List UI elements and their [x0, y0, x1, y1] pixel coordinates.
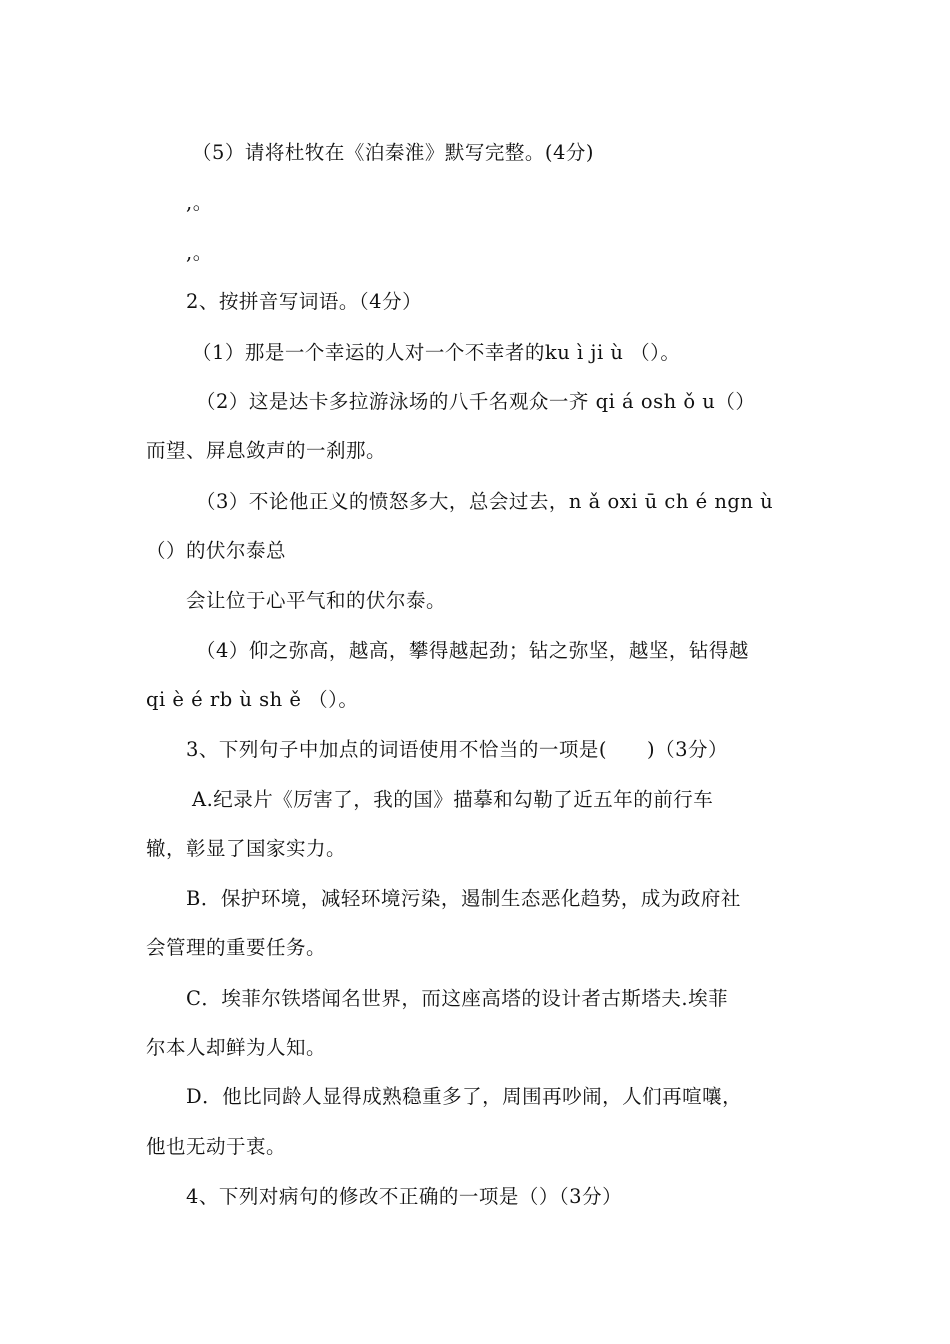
question-3-option-a: A.纪录片《厉害了，我的国》描摹和勾勒了近五年的前行车 — [192, 788, 714, 811]
question-3-option-b-continued: 会管理的重要任务。 — [146, 936, 327, 959]
question-3-heading: 3、下列句子中加点的词语使用不恰当的一项是( )（3分） — [186, 738, 729, 761]
question-3-option-a-continued: 辙，彰显了国家实力。 — [146, 837, 347, 860]
question-2-heading: 2、按拼音写词语。（4分） — [186, 290, 423, 313]
question-4-heading: 4、下列对病句的修改不正确的一项是（）（3分） — [186, 1185, 623, 1208]
question-2-item-3-continued: （）的伏尔泰总 — [146, 539, 287, 562]
question-5-poem-prompt: （5）请将杜牧在《泊秦淮》默写完整。(4分) — [192, 141, 595, 164]
question-3-option-d-continued: 他也无动于衷。 — [146, 1135, 287, 1158]
question-3-option-c: C．埃菲尔铁塔闻名世界，而这座高塔的设计者古斯塔夫.埃菲 — [186, 987, 729, 1010]
blank-line-1: ,。 — [186, 191, 213, 214]
question-2-item-3-continued-2: 会让位于心平气和的伏尔泰。 — [186, 589, 447, 612]
blank-line-2: ,。 — [186, 241, 213, 264]
question-2-item-1: （1）那是一个幸运的人对一个不幸者的ku ì ji ù （）。 — [192, 341, 681, 364]
question-3-option-d: D．他比同龄人显得成熟稳重多了，周围再吵闹，人们再喧嚷， — [186, 1085, 743, 1108]
question-2-item-3: （3）不论他正义的愤怒多大，总会过去，n ǎ oxi ū ch é ngn ù — [196, 490, 774, 513]
question-2-item-2-continued: 而望、屏息敛声的一刹那。 — [146, 439, 387, 462]
question-2-item-2: （2）这是达卡多拉游泳场的八千名观众一齐 qi á osh ǒ u（） — [196, 390, 756, 413]
question-2-item-4: （4）仰之弥高，越高，攀得越起劲；钻之弥坚，越坚，钻得越 — [196, 639, 749, 662]
question-3-option-b: B．保护环境，减轻环境污染，遏制生态恶化趋势，成为政府社 — [186, 887, 741, 910]
question-3-option-c-continued: 尔本人却鲜为人知。 — [146, 1036, 327, 1059]
question-2-item-4-continued: qi è é rb ù sh ě （）。 — [146, 688, 359, 711]
